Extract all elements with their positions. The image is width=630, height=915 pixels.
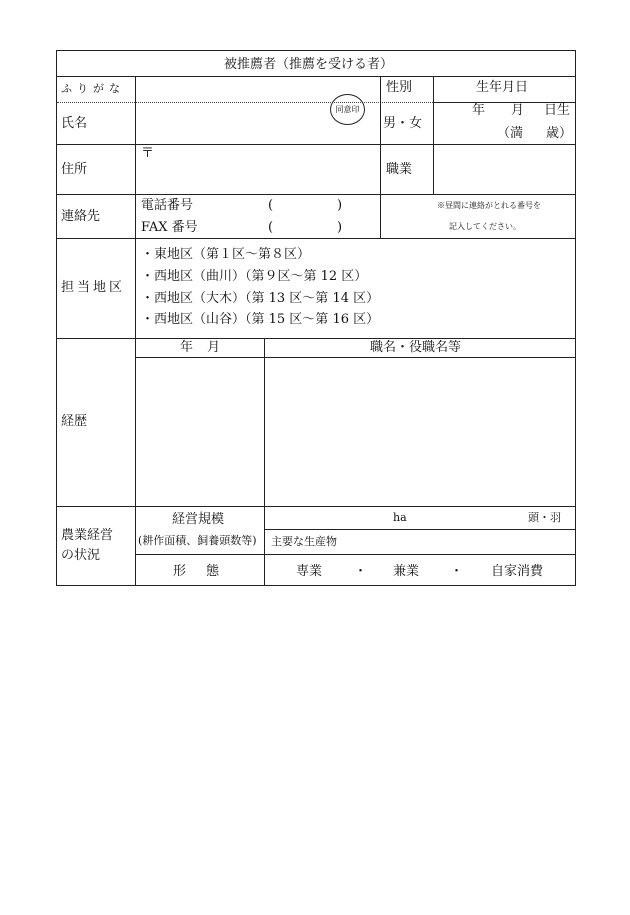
career-col-date: 年 月	[180, 340, 221, 355]
gender-options: 男・女	[383, 116, 423, 131]
birth-year: 年	[472, 103, 486, 118]
age-close: 歳）	[546, 126, 573, 141]
career-col-position: 職名・役職名等	[370, 340, 462, 355]
form-option-parttime: 兼業	[393, 564, 420, 579]
divider	[264, 338, 265, 585]
district-label: 担当地区	[61, 280, 126, 295]
dotted-divider	[57, 102, 433, 103]
scale-label: 経営規模	[172, 512, 225, 527]
form-option-fulltime: 専業	[296, 564, 323, 579]
district-item: ・東地区（第１区～第８区）	[141, 247, 311, 262]
form-option-selfuse: 自家消費	[491, 564, 544, 579]
fax-label: FAX 番号	[141, 220, 198, 235]
fax-paren-close: )	[337, 220, 343, 235]
form-separator: ・	[450, 564, 464, 579]
form-separator: ・	[354, 564, 368, 579]
address-label: 住所	[61, 162, 88, 177]
form-type-label: 形 態	[173, 564, 220, 579]
district-item: ・西地区（山谷）（第 15 区～第 16 区）	[141, 312, 380, 327]
fax-paren-open: (	[268, 220, 274, 235]
phone-paren-close: )	[337, 198, 343, 213]
divider	[433, 144, 434, 194]
unit-head: 頭・羽	[528, 511, 561, 524]
divider	[135, 76, 136, 585]
birth-header: 生年月日	[476, 80, 529, 95]
divider	[135, 357, 575, 358]
occupation-label: 職業	[386, 162, 413, 177]
name-label: 氏名	[61, 116, 88, 131]
divider	[264, 529, 575, 530]
scale-sublabel: (耕作面積、飼養頭数等)	[138, 534, 257, 547]
form-title: 被推薦者（推薦を受ける者）	[224, 57, 394, 72]
contact-note-line2: 記入してください。	[449, 222, 521, 231]
postal-mark: 〒	[141, 146, 155, 161]
gender-header: 性別	[386, 80, 413, 95]
birth-day: 日生	[544, 103, 571, 118]
phone-paren-open: (	[268, 198, 274, 213]
furigana-label: ふりがな	[61, 82, 125, 95]
divider	[433, 76, 434, 144]
contact-note-line1: ※昼間に連絡がとれる番号を	[437, 201, 541, 210]
contact-label: 連絡先	[61, 209, 101, 224]
age-open: （満	[497, 126, 524, 141]
unit-ha: ha	[393, 511, 407, 524]
career-label: 経歴	[61, 414, 88, 429]
district-item: ・西地区（大木）（第 13 区～第 14 区）	[141, 291, 380, 306]
consent-stamp	[330, 94, 365, 125]
phone-label: 電話番号	[141, 198, 194, 213]
main-products-label: 主要な生産物	[271, 535, 337, 548]
divider	[135, 554, 575, 555]
divider	[380, 76, 381, 238]
consent-stamp-text: 同意印	[335, 105, 360, 114]
farm-label-line2: の状況	[61, 548, 101, 563]
farm-label-line1: 農業経営	[61, 528, 114, 543]
district-item: ・西地区（曲川）（第９区～第 12 区）	[141, 269, 368, 284]
birth-month: 月	[511, 103, 525, 118]
